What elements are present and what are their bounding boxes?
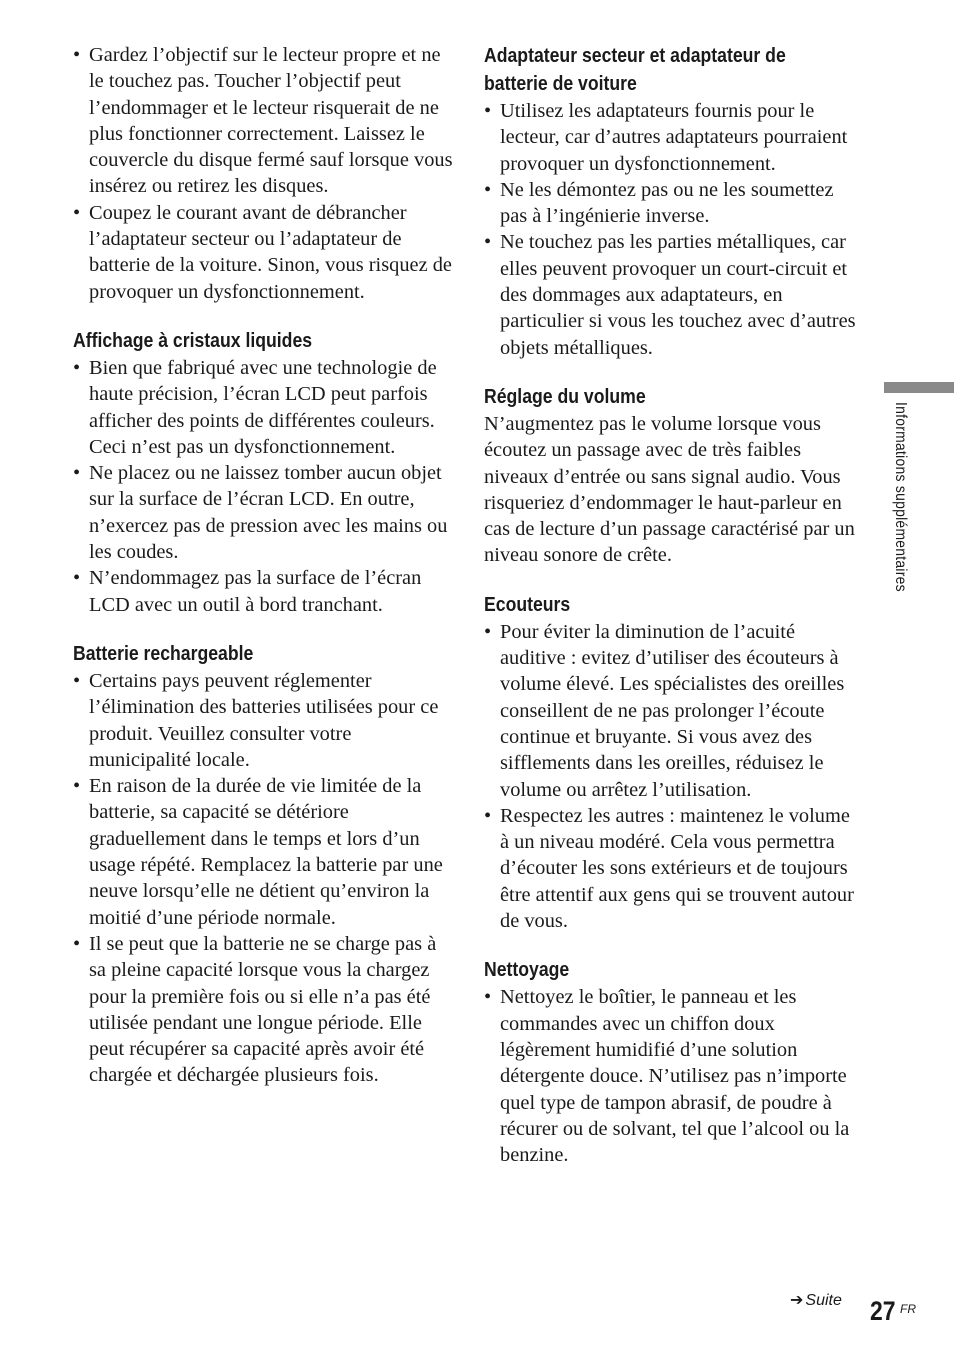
headphones-list [484,619,864,935]
list-item: • Certains pays peuvent réglementer l’élimination des batteries utilisées pour ce produit. Veuillez consulter votre municipalité locale. [73,668,458,773]
adapter-list [484,98,864,361]
list-item: • Pour éviter la diminution de l’acuité auditive : evitez d’utiliser des écouteurs à volume élevé. Les spécialistes des oreilles conseillent de ne pas prolonger l’écoute continue et bruyante. Si vous avez des sifflements dans les oreilles, réduisez le volume ou arrêtez l’utilisation. [484,619,864,803]
list-item: • Ne touchez pas les parties métalliques, car elles peuvent provoquer un court-circuit et des dommages aux adaptateurs, en particulier si vous les touchez avec d’autres objets métalliques. [484,229,864,360]
section-tab-marker [884,382,954,393]
list-item: • Gardez l’objectif sur le lecteur propre et ne le touchez pas. Toucher l’objectif peut l’endommager et le lecteur risquerait de ne plus fonctionner correctement. Laissez le couvercle du disque fermé sauf lorsque vous insérez ou retirez les disques. [73,42,458,200]
continue-indicator [790,1290,842,1310]
side-tab-label: Informations supplémentaires [892,402,909,592]
list-item: • Bien que fabriqué avec une technologie de haute précision, l’écran LCD peut parfois afficher des points de différentes couleurs. Ceci n’est pas un dysfonctionnement. [73,355,458,460]
list-item: • En raison de la durée de vie limitée de la batterie, sa capacité se détériore graduellement dans le temps et lors d’un usage répété. Remplacez la batterie par une neuve lorsqu’elle ne détient qu’environ la moitié d’une période normale. [73,773,458,931]
list-item: • Respectez les autres : maintenez le volume à un niveau modéré. Cela vous permettra d’écouter les sons extérieurs et de toujours être attentif aux gens qui se trouvent autour de vous. [484,803,864,934]
list-item: • Coupez le courant avant de débrancher l’adaptateur secteur ou l’adaptateur de batterie de la voiture. Sinon, vous risquez de provoquer un dysfonctionnement. [73,200,458,305]
list-item: • Il se peut que la batterie ne se charge pas à sa pleine capacité lorsque vous la chargez pour la première fois ou si elle n’a pas été utilisée pendant une longue période. Elle peut récupérer sa capacité après avoir été chargée et déchargée plusieurs fois. [73,931,458,1089]
list-item: • Utilisez les adaptateurs fournis pour le lecteur, car d’autres adaptateurs pourraient provoquer un dysfonctionnement. [484,98,864,177]
battery-list [73,668,458,1089]
continue-label: Suite [805,1292,842,1309]
side-tab [892,402,939,662]
list-item: • Nettoyez le boîtier, le panneau et les commandes avec un chiffon doux légèrement humidifié d’une solution détergente douce. N’utilisez pas n’importe quel type de tampon abrasif, de poudre à récurer ou de solvant, tel que l’alcool ou la benzine. [484,984,864,1168]
language-code: FR [900,1302,916,1316]
list-item: • Ne les démontez pas ou ne les soumettez pas à l’ingénierie inverse. [484,177,864,230]
section-heading-adapter-line1: Adaptateur secteur et adaptateur de [484,44,786,67]
section-heading-headphones: Ecouteurs [484,592,571,616]
lcd-list [73,355,458,618]
left-column [73,42,458,1089]
section-heading-adapter-line2: batterie de voiture [484,72,637,95]
section-heading-cleaning: Nettoyage [484,958,570,982]
list-item: • N’endommagez pas la surface de l’écran LCD avec un outil à bord tranchant. [73,565,458,618]
intro-list [73,42,458,305]
list-item: • Ne placez ou ne laissez tomber aucun objet sur la surface de l’écran LCD. En outre, n’exercez pas de pression avec les mains ou les coudes. [73,460,458,565]
section-heading-volume: Réglage du volume [484,384,646,408]
right-column [484,42,864,1168]
cleaning-list [484,984,864,1168]
volume-paragraph: N’augmentez pas le volume lorsque vous écoutez un passage avec de très faibles niveaux d’entrée ou sans signal audio. Vous risqueriez d’endommager le haut-parleur en cas de lecture d’un passage caractérisé par un niveau sonore de crête. [484,412,855,567]
section-heading-lcd: Affichage à cristaux liquides [73,328,313,352]
page-number: 27 [870,1296,896,1326]
arrow-right-icon: ➔ [790,1292,804,1309]
section-heading-battery: Batterie rechargeable [73,641,254,665]
